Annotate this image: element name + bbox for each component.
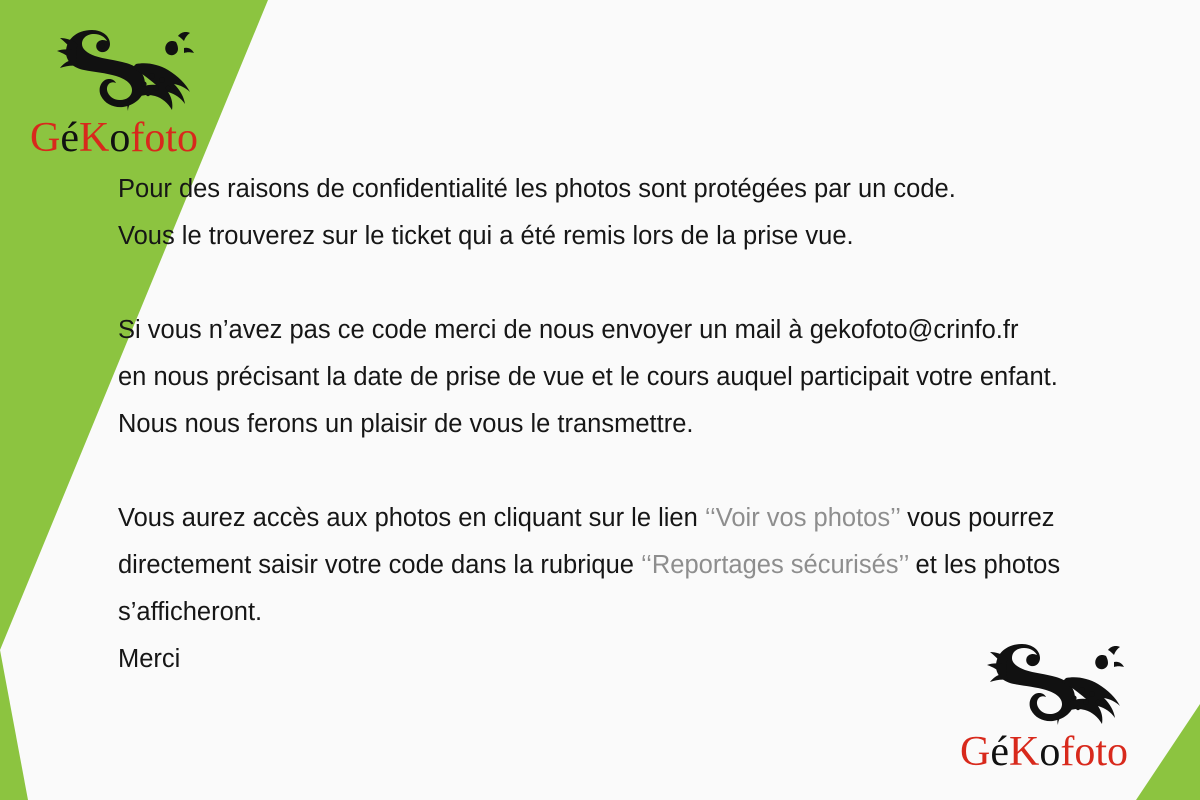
contact-email: gekofoto@crinfo.fr <box>809 316 1019 344</box>
paragraph-1-line-2: Vous le trouverez sur le ticket qui a été remis lors de la prise vue. <box>118 222 854 250</box>
paragraph-1-line-1: Pour des raisons de confidentialité les photos sont protégées par un code. <box>118 175 956 203</box>
logo-wordmark: GéKofoto <box>960 729 1128 775</box>
paragraph-3-line-3: s’afficheront. <box>118 598 263 626</box>
view-photos-link-label: ‘‘Voir vos photos’’ <box>704 504 901 532</box>
paragraph-spacer <box>118 260 1138 307</box>
paragraph-spacer <box>118 448 1138 495</box>
secured-reports-section-label: ‘‘Reportages sécurisés’’ <box>641 551 909 579</box>
paragraph-2-line-2: en nous précisant la date de prise de vue et le cours auquel participait votre enfant. <box>118 363 1058 391</box>
gecko-icon <box>48 18 208 118</box>
paragraph-3-text-before-link: Vous aurez accès aux photos en cliquant sur le lien <box>118 504 705 532</box>
paragraph-3-line-2 <box>118 542 1138 589</box>
paragraph-3-text-after-link: vous pourrez <box>900 504 1055 532</box>
logo-top-left <box>30 18 250 168</box>
paragraph-2-line-1 <box>118 307 1138 354</box>
notice-text-block <box>118 166 1138 683</box>
logo-wordmark: GéKofoto <box>30 115 198 161</box>
paragraph-3-line-1 <box>118 495 1138 542</box>
closing-line: Merci <box>118 645 181 673</box>
paragraph-3-text-after-section: et les photos <box>908 551 1061 579</box>
paragraph-3-text-before-section: directement saisir votre code dans la rubrique <box>118 551 642 579</box>
paragraph-2-line-3: Nous nous ferons un plaisir de vous le transmettre. <box>118 410 694 438</box>
paragraph-2-text-before-email: Si vous n’avez pas ce code merci de nous envoyer un mail à <box>118 316 810 344</box>
